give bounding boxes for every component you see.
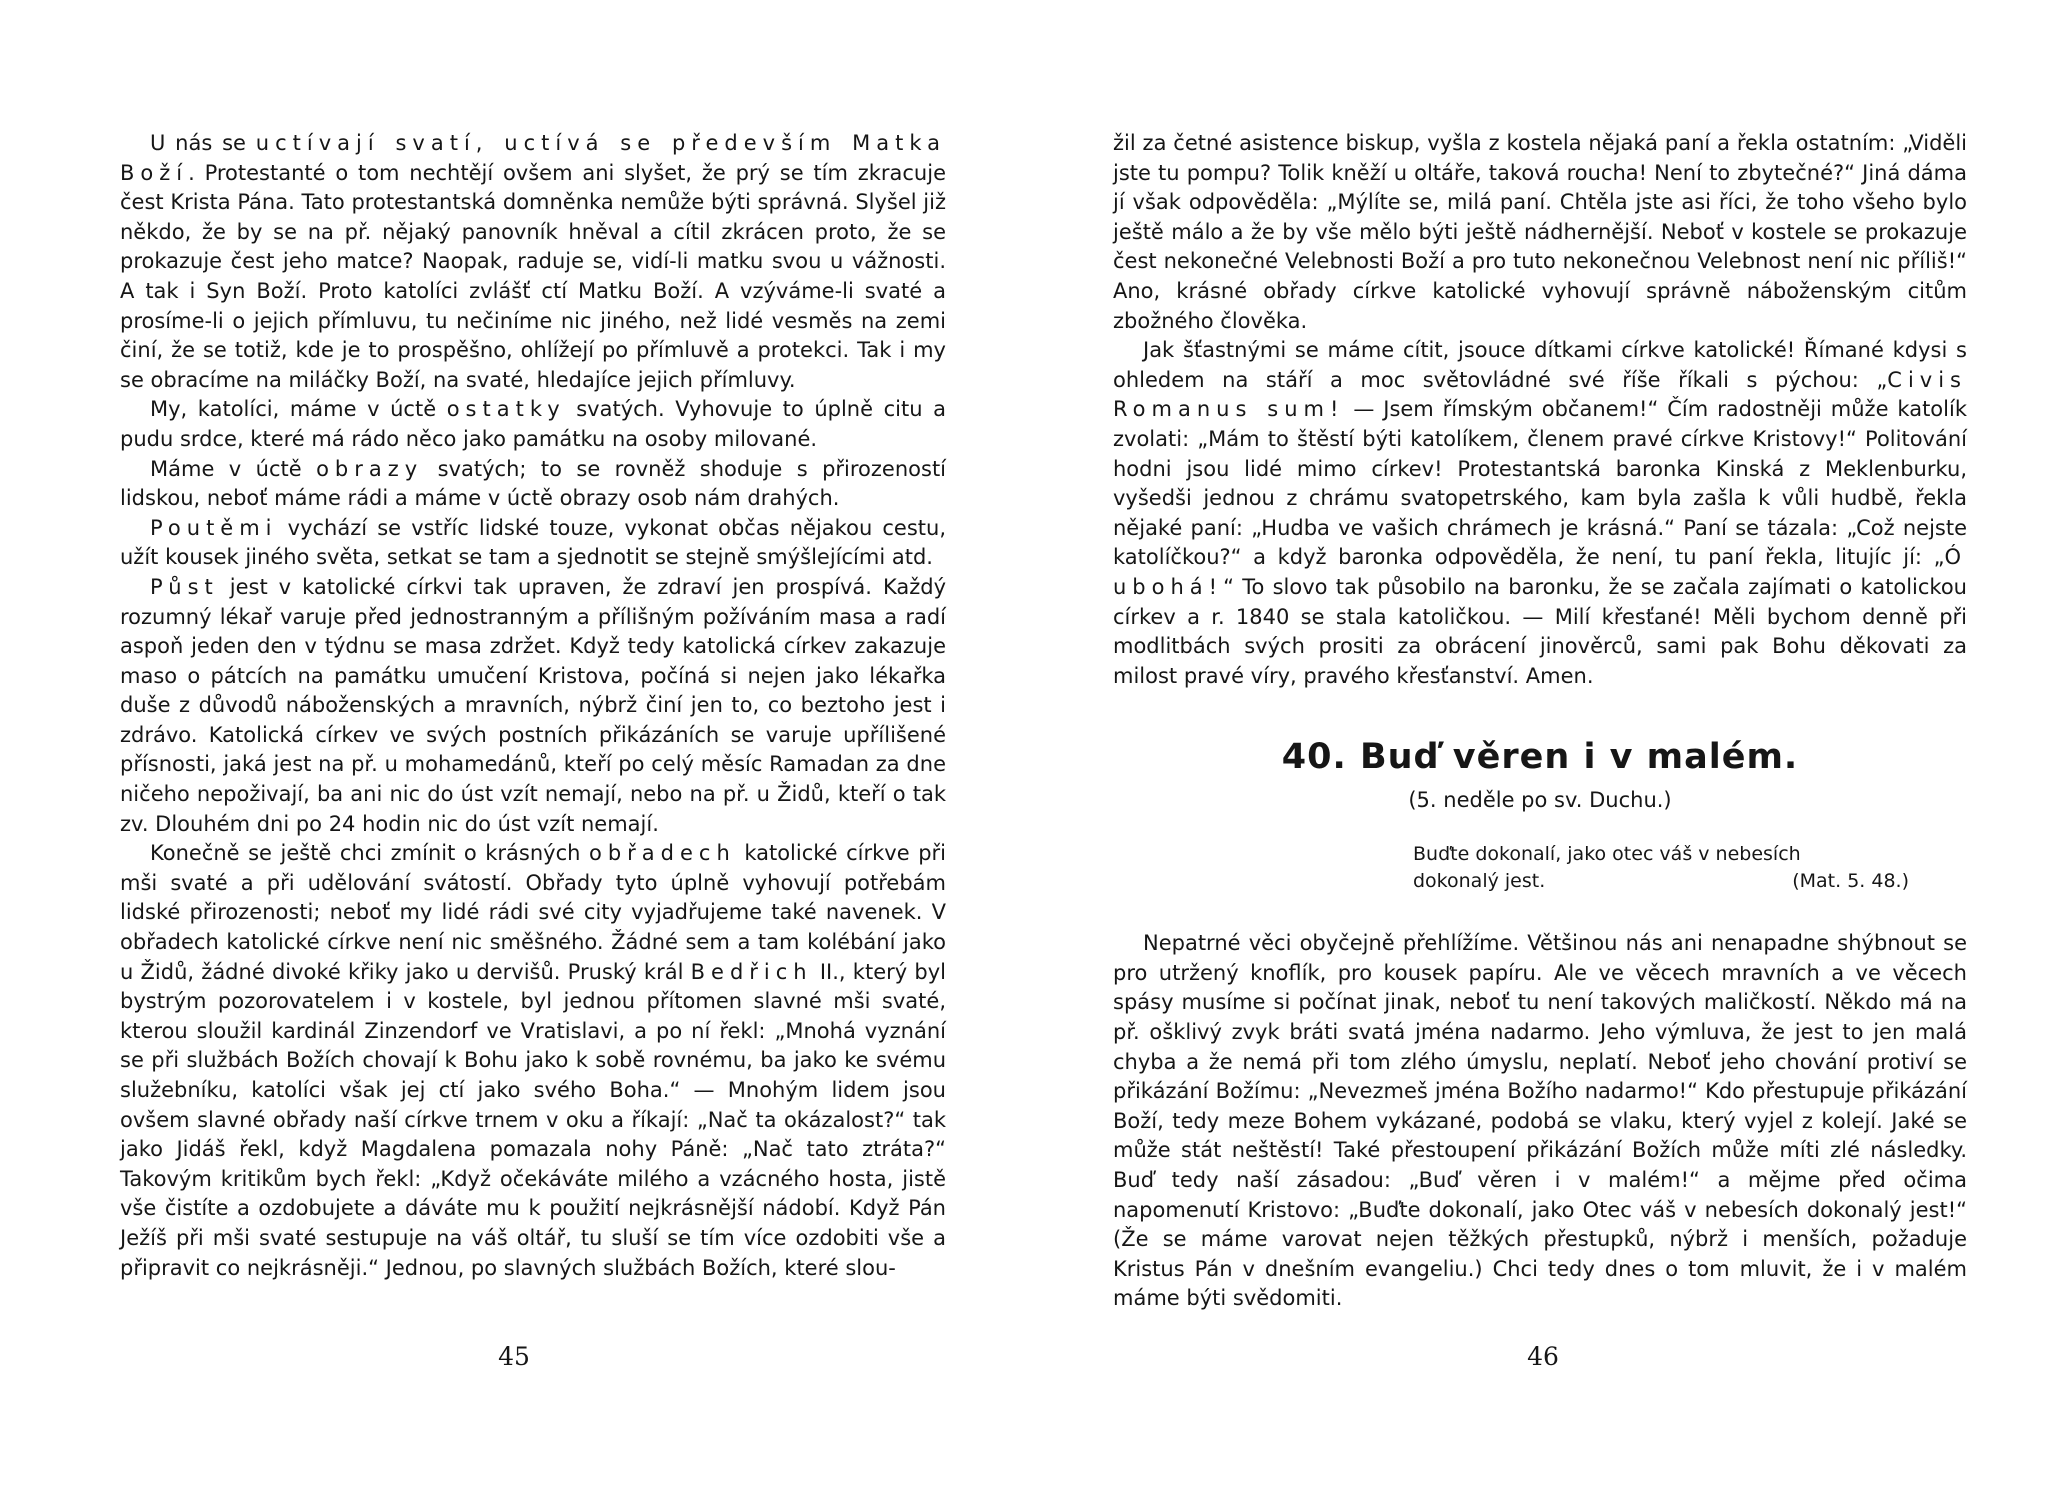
- text-run: svatých. Vyhovuje to úplně citu a pudu srdce, které má rádo něco jako památku na osoby milované.: [120, 397, 946, 451]
- left-page-text-column: [120, 129, 946, 1283]
- text-run: . Protestanté o tom nechtějí ovšem ani slyšet, že prý se tím zkracuje čest Krista Pána. Tato protestantská domněnka nemůže býti správná. Slyšel již někdo, že by se na př. nějaký panovník hněval a cítil zkrácen proto, že se prokazuje čest jeho matce? Naopak, raduje se, vidí-li matku svou u vážnosti. A tak i Syn Boží. Proto katolíci zvlášť ctí Matku Boží. A vzýváme-li svaté a prosíme-li o jejich přímluvu, tu nečiníme nic jiného, než lidé vesměs na zemi činí, že se totiž, kde je to prospěšno, ohlížejí po přímluvě a protekci. Tak i my se obracíme na miláčky Boží, na svaté, hledajíce jejich přímluvy.: [120, 160, 946, 392]
- sermon-body: [1113, 929, 1967, 1314]
- sermon-subheading: (5. neděle po sv. Duchu.): [1408, 788, 1672, 813]
- text-run: vychází se vstříc lidské touze, vykonat občas nějakou cestu, užít kousek jiného světa, setkat se tam a sjednotit se stejně smýšlejícími atd.: [120, 515, 946, 570]
- text-run: svatých; to se rovněž shoduje s přirozeností lidskou, neboť máme rádi a máme v úctě obrazy osob nám drahých.: [120, 456, 947, 511]
- paragraph: [1113, 336, 1967, 691]
- paragraph: [120, 573, 946, 839]
- text-run: II., který byl bystrým pozorovatelem i v kostele, byl jednou přítomen slavné mši svaté, kterou sloužil kardinál Zinzendorf ve Vratislavi, a po ní řekl: „Mnohá vyznání se při službách Božích chovají k Bohu jako k sobě rovnému, ba jako ke svému služebníku, katolíci však jej ctí jako svého Boha.“ — Mnohým lidem jsou ovšem slavné obřady naší církve trnem v oku a říkají: „Nač ta okázalost?“ tak jako Jidáš řekl, když Magdalena pomazala nohy Páně: „Nač tato ztráta?“ Takovým kritikům bych řekl: „Když očekáváte milého a vzácného hosta, jistě vše čistíte a ozdobujete a dáváte mu k použití nejkrásnější nádobí. Když Pán Ježíš při mši svaté sestupuje na váš oltář, tu sluší se tím více ozdobiti vše a připravit co nejkrásněji.“ Jednou, po slavných službách Božích, které slou-: [120, 959, 947, 1280]
- text-run: Máme v úctě: [150, 456, 317, 481]
- paragraph: [120, 455, 946, 514]
- right-page-text-column: [1113, 129, 1967, 1314]
- paragraph: [120, 129, 946, 395]
- motto-reference: (Mat. 5. 48.): [1792, 870, 1909, 893]
- text-run: žil za četné asistence biskup, vyšla z kostela nějaká paní a řekla ostatním: „Viděli jste tu pompu? Tolik kněží u oltáře, taková roucha! Není to zbytečné?“ Jiná dáma jí však odpověděla: „Mýlíte se, milá paní. Chtěla jste asi říci, že toho všeho bylo ještě málo a že by vše mělo býti ještě nádhernější. Neboť v kostele se prokazuje čest nekonečné Velebnosti Boží a pro tuto nekonečnou Velebnost není nic příliš!“ Ano, krásné obřady církve katolické vyhovují správně náboženským citům zbožného člověka.: [1113, 131, 1967, 333]
- spaced-emphasis: ostatky: [446, 397, 566, 422]
- spaced-emphasis: uctívají svatí, uctívá se především Matka Boží: [120, 131, 946, 185]
- paragraph: [120, 839, 946, 1283]
- paragraph: [120, 395, 946, 454]
- right-page: [1023, 0, 2046, 1500]
- page-number: 45: [498, 1342, 530, 1371]
- text-run: Nepatrné věci obyčejně přehlížíme. Většinou nás ani nenapadne shýbnout se pro utržený knoflík, pro kousek papíru. Ale ve věcech mravních a ve věcech spásy musíme si počínat jinak, neboť tu není takových maličkostí. Někdo má na př. ošklivý zvyk bráti svatá jména nadarmo. Jeho výmluva, že jest to jen malá chyba a že nemá při tom zlého úmyslu, neplatí. Neboť jeho chování protiví se přikázání Božímu: „Nevezmeš jména Božího nadarmo!“ Kdo přestupuje přikázání Boží, tedy meze Bohem vykázané, podobá se vlaku, který vyjel z kolejí. Jaké se může stát neštěstí! Také přestoupení přikázání Božích může míti zlé následky. Buď tedy naší zásadou: „Buď věren i v malém!“ a mějme před očima napomenutí Kristovo: „Buďte dokonalí, jako Otec váš v nebesích dokonalý jest!“ (Že se máme varovat nejen těžkých přestupků, nýbrž i menších, požaduje Kristus Pán v dnešním evangeliu.) Chci tedy dnes o tom mluvit, že i v malém máme býti svědomiti.: [1113, 931, 1967, 1311]
- motto-quote: [1413, 841, 1943, 895]
- text-run: jest v katolické církvi tak upraven, že zdraví jen prospívá. Každý rozumný lékař varuje před jednostranným a přílišným požíváním masa a radí aspoň jeden den v týdnu se masa zdržet. Když tedy katolická církev zakazuje maso o pátcích na památku umučení Kristova, počíná si nejen jako lékařka duše z důvodů náboženských a mravních, nýbrž činí jen to, co beztoho jest i zdrávo. Katolická církev ve svých postních přikázáních se varuje upřílišené přísnosti, jaká jest na př. u mohamedánů, kteří po celý měsíc Ramadan za dne ničeho nepoživají, ba ani nic do úst vzít nemají, nebo na př. u Židů, kteří o tak zv. Dlouhém dni po 24 hodin nic do úst vzít nemají.: [120, 574, 946, 836]
- text-run: Jak šťastnými se máme cítit, jsouce dítkami církve katolické! Římané kdysi s ohledem na stáří a moc světovládné své říše říkali s pýchou: „: [1113, 338, 1967, 392]
- spaced-emphasis: Poutěmi: [150, 515, 278, 540]
- text-run: Konečně se ještě chci zmínit o krásných: [150, 841, 589, 866]
- spaced-emphasis: Bedřich: [690, 959, 813, 984]
- text-run: katolické církve při mši svaté a při udělování svátostí. Obřady tyto úplně vyhovují potřebám lidské přirozenosti; neboť my lidé rádi své city vyjadřujeme také navenek. V obřadech katolické církve není nic směšného. Žádné sem a tam kolébání jako u Židů, žádné divoké křiky jako u dervišů. Pruský král: [120, 841, 946, 984]
- page-number: 46: [1527, 1342, 1559, 1371]
- motto-line: Buďte dokonalí, jako otec váš v nebesích: [1413, 843, 1801, 866]
- spaced-emphasis: obřadech: [588, 841, 736, 866]
- spaced-emphasis: Půst: [150, 574, 219, 599]
- sermon-heading: 40. Buď věren i v malém.: [1281, 737, 1799, 778]
- paragraph: [1113, 129, 1967, 336]
- spaced-emphasis: Ó ubohá!: [1113, 545, 1967, 599]
- text-run: “ To slovo tak působilo na baronku, že se začala zajímati o katolickou církev a r. 1840 se stala katoličkou. — Milí křesťané! Měli bychom denně při modlitbách svých prositi za obrácení jinověrců, sami pak Bohu děkovati za milost pravé víry, pravého křesťanství. Amen.: [1113, 574, 1967, 688]
- paragraph: [1113, 929, 1967, 1314]
- text-run: My, katolíci, máme v úctě: [150, 397, 447, 422]
- spaced-emphasis: obrazy: [316, 456, 424, 481]
- motto-line-text: dokonalý jest.: [1413, 870, 1546, 893]
- spaced-emphasis: Civis Romanus sum!: [1113, 367, 1967, 422]
- text-run: — Jsem římským občanem!“ Čím radostněji může katolík zvolati: „Mám to štěstí býti katolíkem, členem pravé církve Kristovy!“ Politování hodni jsou lidé mimo církev! Protestantská baronka Kinská z Meklenburku, vyšedši jednou z chrámu svatopetrského, kam byla zašla k vůli hudbě, řekla nějaké paní: „Hudba ve vašich chrámech je krásná.“ Paní se tázala: „Což nejste katolíčkou?“ a když baronka odpověděla, že není, tu paní řekla, litujíc jí: „: [1113, 397, 1967, 570]
- motto-line: [1413, 868, 1943, 895]
- paragraph: [120, 514, 946, 573]
- text-run: U nás se: [150, 131, 256, 155]
